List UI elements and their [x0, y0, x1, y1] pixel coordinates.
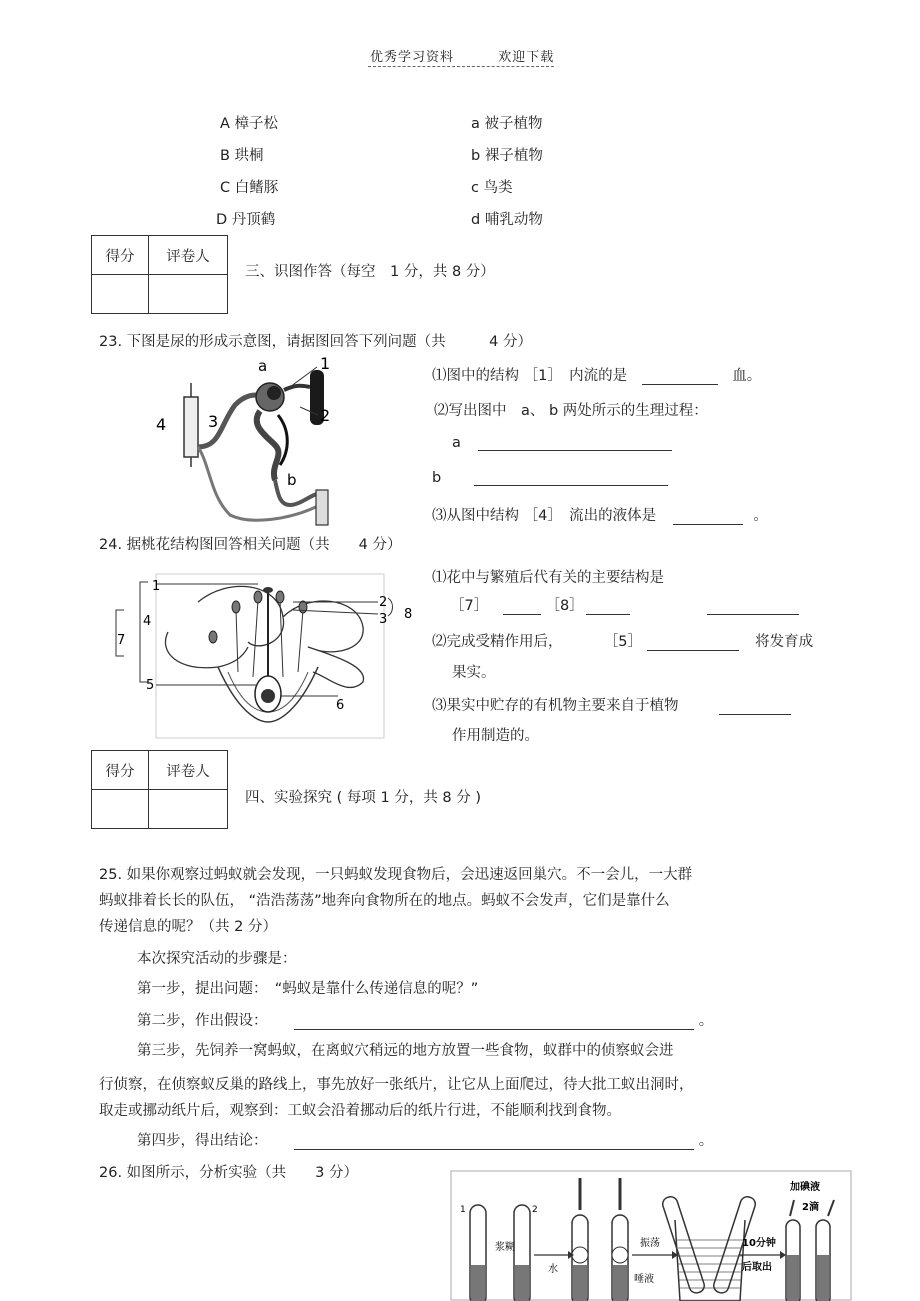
label-4: 4	[156, 415, 167, 434]
q25-step2	[137, 1009, 713, 1030]
iodine-label: 加碘液	[790, 1182, 820, 1193]
header-divider	[368, 66, 554, 67]
q25-conclusion-input[interactable]	[294, 1149, 694, 1150]
q23-p1-text: ⑴图中的结构 ［1］ 内流的是	[432, 368, 628, 384]
q25-step3-l3: 取走或挪动纸片后，观察到：工蚁会沿着挪动后的纸片行进，不能顺利找到食物。	[99, 1103, 621, 1119]
q24-p2-text: ⑵完成受精作用后，	[432, 634, 563, 650]
shake-label: 振荡	[640, 1238, 660, 1249]
q25-step3-l2: 行侦察，在侦察蚁反巢的路线上，事先放好一张纸片，让它从上面爬过，待大批工蚁出洞时，	[99, 1077, 694, 1093]
q23-stem: 23. 下图是尿的形成示意图，请据图回答下列问题（共 4 分）	[99, 334, 533, 350]
match-right-b: b 裸子植物	[471, 148, 543, 164]
label-5: 5	[146, 678, 155, 693]
paste-label: 浆糊	[495, 1242, 515, 1253]
saliva-label: 唾液	[634, 1274, 654, 1285]
label-b: b	[287, 471, 297, 489]
section3-title: 三、识图作答（每空 1 分，共 8 分）	[245, 264, 495, 280]
label-1: 1	[320, 355, 331, 373]
score-table-2	[91, 750, 228, 829]
q23-p3-text: ⑶从图中结构 ［4］ 流出的液体是	[432, 508, 657, 524]
page-header	[370, 46, 554, 65]
match-left-d: D 丹顶鹤	[216, 212, 276, 228]
q23-b-row	[432, 470, 668, 486]
q24-p1-row	[450, 594, 799, 615]
q23-a-row	[452, 435, 672, 451]
q23-answer-1[interactable]	[642, 384, 718, 385]
tube-2-label: 2	[532, 1205, 538, 1215]
label-3: 3	[379, 612, 388, 627]
q23-p2: ⑵写出图中 a、 b 两处所示的生理过程：	[434, 403, 708, 419]
score-header: 得分	[92, 236, 149, 275]
q24-answer-p3[interactable]	[719, 714, 791, 715]
q25-line3: 传递信息的呢？（共 2 分）	[99, 919, 277, 935]
q23-answer-a[interactable]	[478, 450, 672, 451]
q23-b-label: b	[432, 470, 442, 486]
label-4: 4	[143, 614, 152, 629]
q25-step2-period: 。	[698, 1013, 714, 1029]
q25-step4	[137, 1129, 713, 1150]
label-1: 1	[152, 579, 161, 594]
q23-answer-b[interactable]	[474, 485, 668, 486]
label-8: 8	[404, 607, 413, 622]
section4-title: 四、实验探究 ( 每项 1 分，共 8 分 )	[245, 790, 482, 806]
q24-p2	[432, 630, 813, 651]
grader-cell[interactable]	[149, 790, 228, 829]
match-right-a: a 被子植物	[471, 116, 543, 132]
q23-p1-post: 血。	[732, 368, 762, 384]
q24-answer-8a[interactable]	[586, 614, 630, 615]
q24-answer-8[interactable]	[707, 614, 799, 615]
q25-step3-l1: 第三步，先饲养一窝蚂蚁，在离蚁穴稍远的地方放置一些食物，蚁群中的侦察蚁会进	[137, 1043, 674, 1059]
tube-1-label: 1	[460, 1205, 466, 1215]
q23-p1	[432, 364, 761, 385]
match-left-a: A 樟子松	[220, 116, 279, 132]
q25-step4-text: 第四步，得出结论：	[137, 1133, 268, 1149]
q23-p3	[432, 504, 768, 525]
q25-step2-text: 第二步，作出假设：	[137, 1013, 268, 1029]
starch-digestion-diagram	[450, 1170, 852, 1301]
label-2: 2	[379, 595, 388, 610]
q24-p2-line2: 果实。	[452, 665, 496, 681]
match-left-b: B 珙桐	[220, 148, 264, 164]
q24-p1: ⑴花中与繁殖后代有关的主要结构是	[432, 570, 664, 586]
match-right-d: d 哺乳动物	[471, 212, 543, 228]
score-cell[interactable]	[92, 790, 149, 829]
ten-min-label: 10分钟	[742, 1238, 776, 1249]
q25-hypothesis-input[interactable]	[294, 1029, 694, 1030]
q24-answer-7[interactable]	[503, 614, 541, 615]
urine-formation-diagram	[150, 355, 350, 530]
grader-header: 评卷人	[149, 236, 228, 275]
q24-label-7: ［7］	[450, 598, 489, 614]
label-3: 3	[208, 412, 219, 431]
score-cell[interactable]	[92, 275, 149, 314]
q26-stem: 26. 如图所示，分析实验（共 3 分）	[99, 1165, 359, 1181]
q23-p3-post: 。	[753, 508, 768, 524]
label-7: 7	[117, 633, 126, 648]
header-left: 优秀学习资料	[370, 50, 455, 65]
grader-header: 评卷人	[149, 751, 228, 790]
water-label: 水	[548, 1264, 558, 1275]
q25-line2: 蚂蚁排着长长的队伍， “浩浩荡荡”地奔向食物所在的地点。蚂蚁不会发声，它们是靠什么	[99, 893, 670, 909]
match-left-c: C 白鳍豚	[220, 180, 279, 196]
label-6: 6	[336, 698, 345, 713]
peach-flower-diagram	[108, 572, 418, 742]
q24-p2-post: 将发育成	[755, 634, 814, 650]
label-a: a	[258, 357, 268, 375]
q24-p3-line2: 作用制造的。	[452, 728, 539, 744]
take-out-label: 后取出	[742, 1262, 772, 1273]
q24-label-5: ［5］	[603, 634, 642, 650]
q25-step1: 第一步，提出问题： “蚂蚁是靠什么传递信息的呢？”	[137, 981, 479, 997]
q24-label-8: ［8］	[545, 598, 584, 614]
q24-p3	[432, 694, 791, 715]
score-header: 得分	[92, 751, 149, 790]
q25-line1: 25. 如果你观察过蚂蚁就会发现，一只蚂蚁发现食物后，会迅速返回巢穴。不一会儿，一大群	[99, 867, 693, 883]
header-right: 欢迎下载	[498, 50, 555, 65]
q24-stem: 24. 据桃花结构图回答相关问题（共 4 分）	[99, 537, 402, 553]
q23-answer-3[interactable]	[673, 524, 743, 525]
q25-step4-period: 。	[698, 1133, 714, 1149]
q25-steps-intro: 本次探究活动的步骤是：	[137, 951, 297, 967]
q24-p3-text: ⑶果实中贮存的有机物主要来自于植物	[432, 698, 679, 714]
q23-a-label: a	[452, 435, 461, 451]
match-right-c: c 鸟类	[471, 180, 513, 196]
score-table-1	[91, 235, 228, 314]
grader-cell[interactable]	[149, 275, 228, 314]
q24-answer-5[interactable]	[647, 650, 739, 651]
label-2: 2	[320, 406, 331, 425]
two-drops-label: 2滴	[802, 1202, 819, 1213]
